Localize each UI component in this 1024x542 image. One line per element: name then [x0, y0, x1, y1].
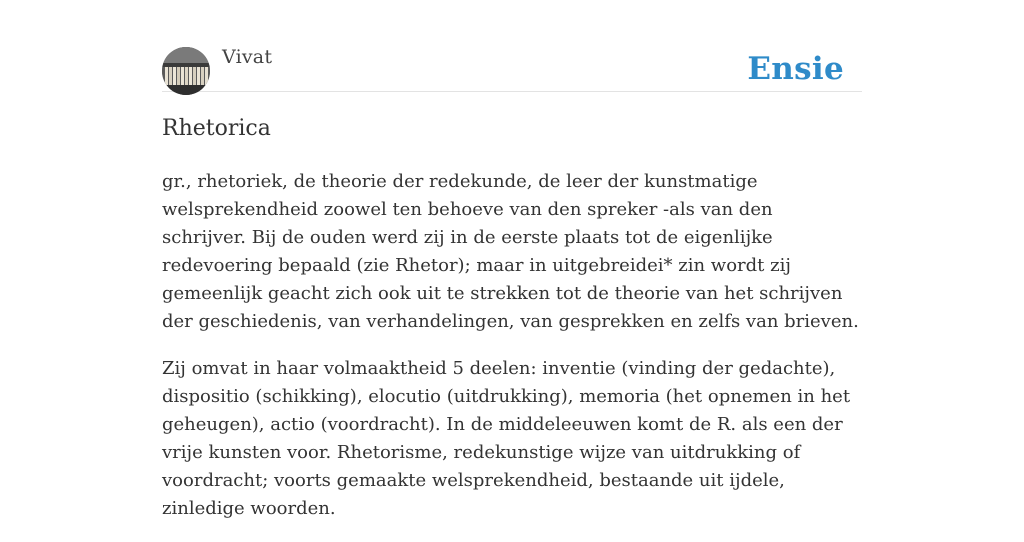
article-title: Rhetorica	[162, 116, 271, 141]
bookshelf-avatar-icon	[162, 47, 210, 95]
article-paragraph: Zij omvat in haar volmaaktheid 5 deelen: inventie (vinding der gedachte), dispositio (schikking), elocutio (uitdrukking), memoria (het opnemen in het geheugen), actio (voordracht). In de middeleeuwen komt de R. als een der vrije kunsten voor. Rhetorisme, redekunstige wijze van uitdrukking of voordracht; voorts gemaakte welsprekendheid, bestaande uit ijdele, zinledige woorden.	[162, 358, 851, 519]
page	[162, 0, 862, 519]
avatar[interactable]	[162, 47, 210, 95]
header	[162, 0, 862, 92]
article-body	[162, 168, 862, 542]
author-name[interactable]: Vivat	[222, 46, 273, 68]
brand-logo[interactable]: Ensie	[747, 51, 844, 87]
article-paragraph: gr., rhetoriek, de theorie der redekunde, de leer der kunstmatige welsprekendheid zoowel ten behoeve van den spreker -als van den schrijver. Bij de ouden werd zij in de eerste plaats tot de eigenlijke redevoering bepaald (zie Rhetor); maar in uitgebreidei* zin wordt zij gemeenlijk geacht zich ook uit te strekken tot de theorie van het schrijven der geschiedenis, van verhandelingen, van gesprekken en zelfs van brieven.	[162, 171, 859, 332]
